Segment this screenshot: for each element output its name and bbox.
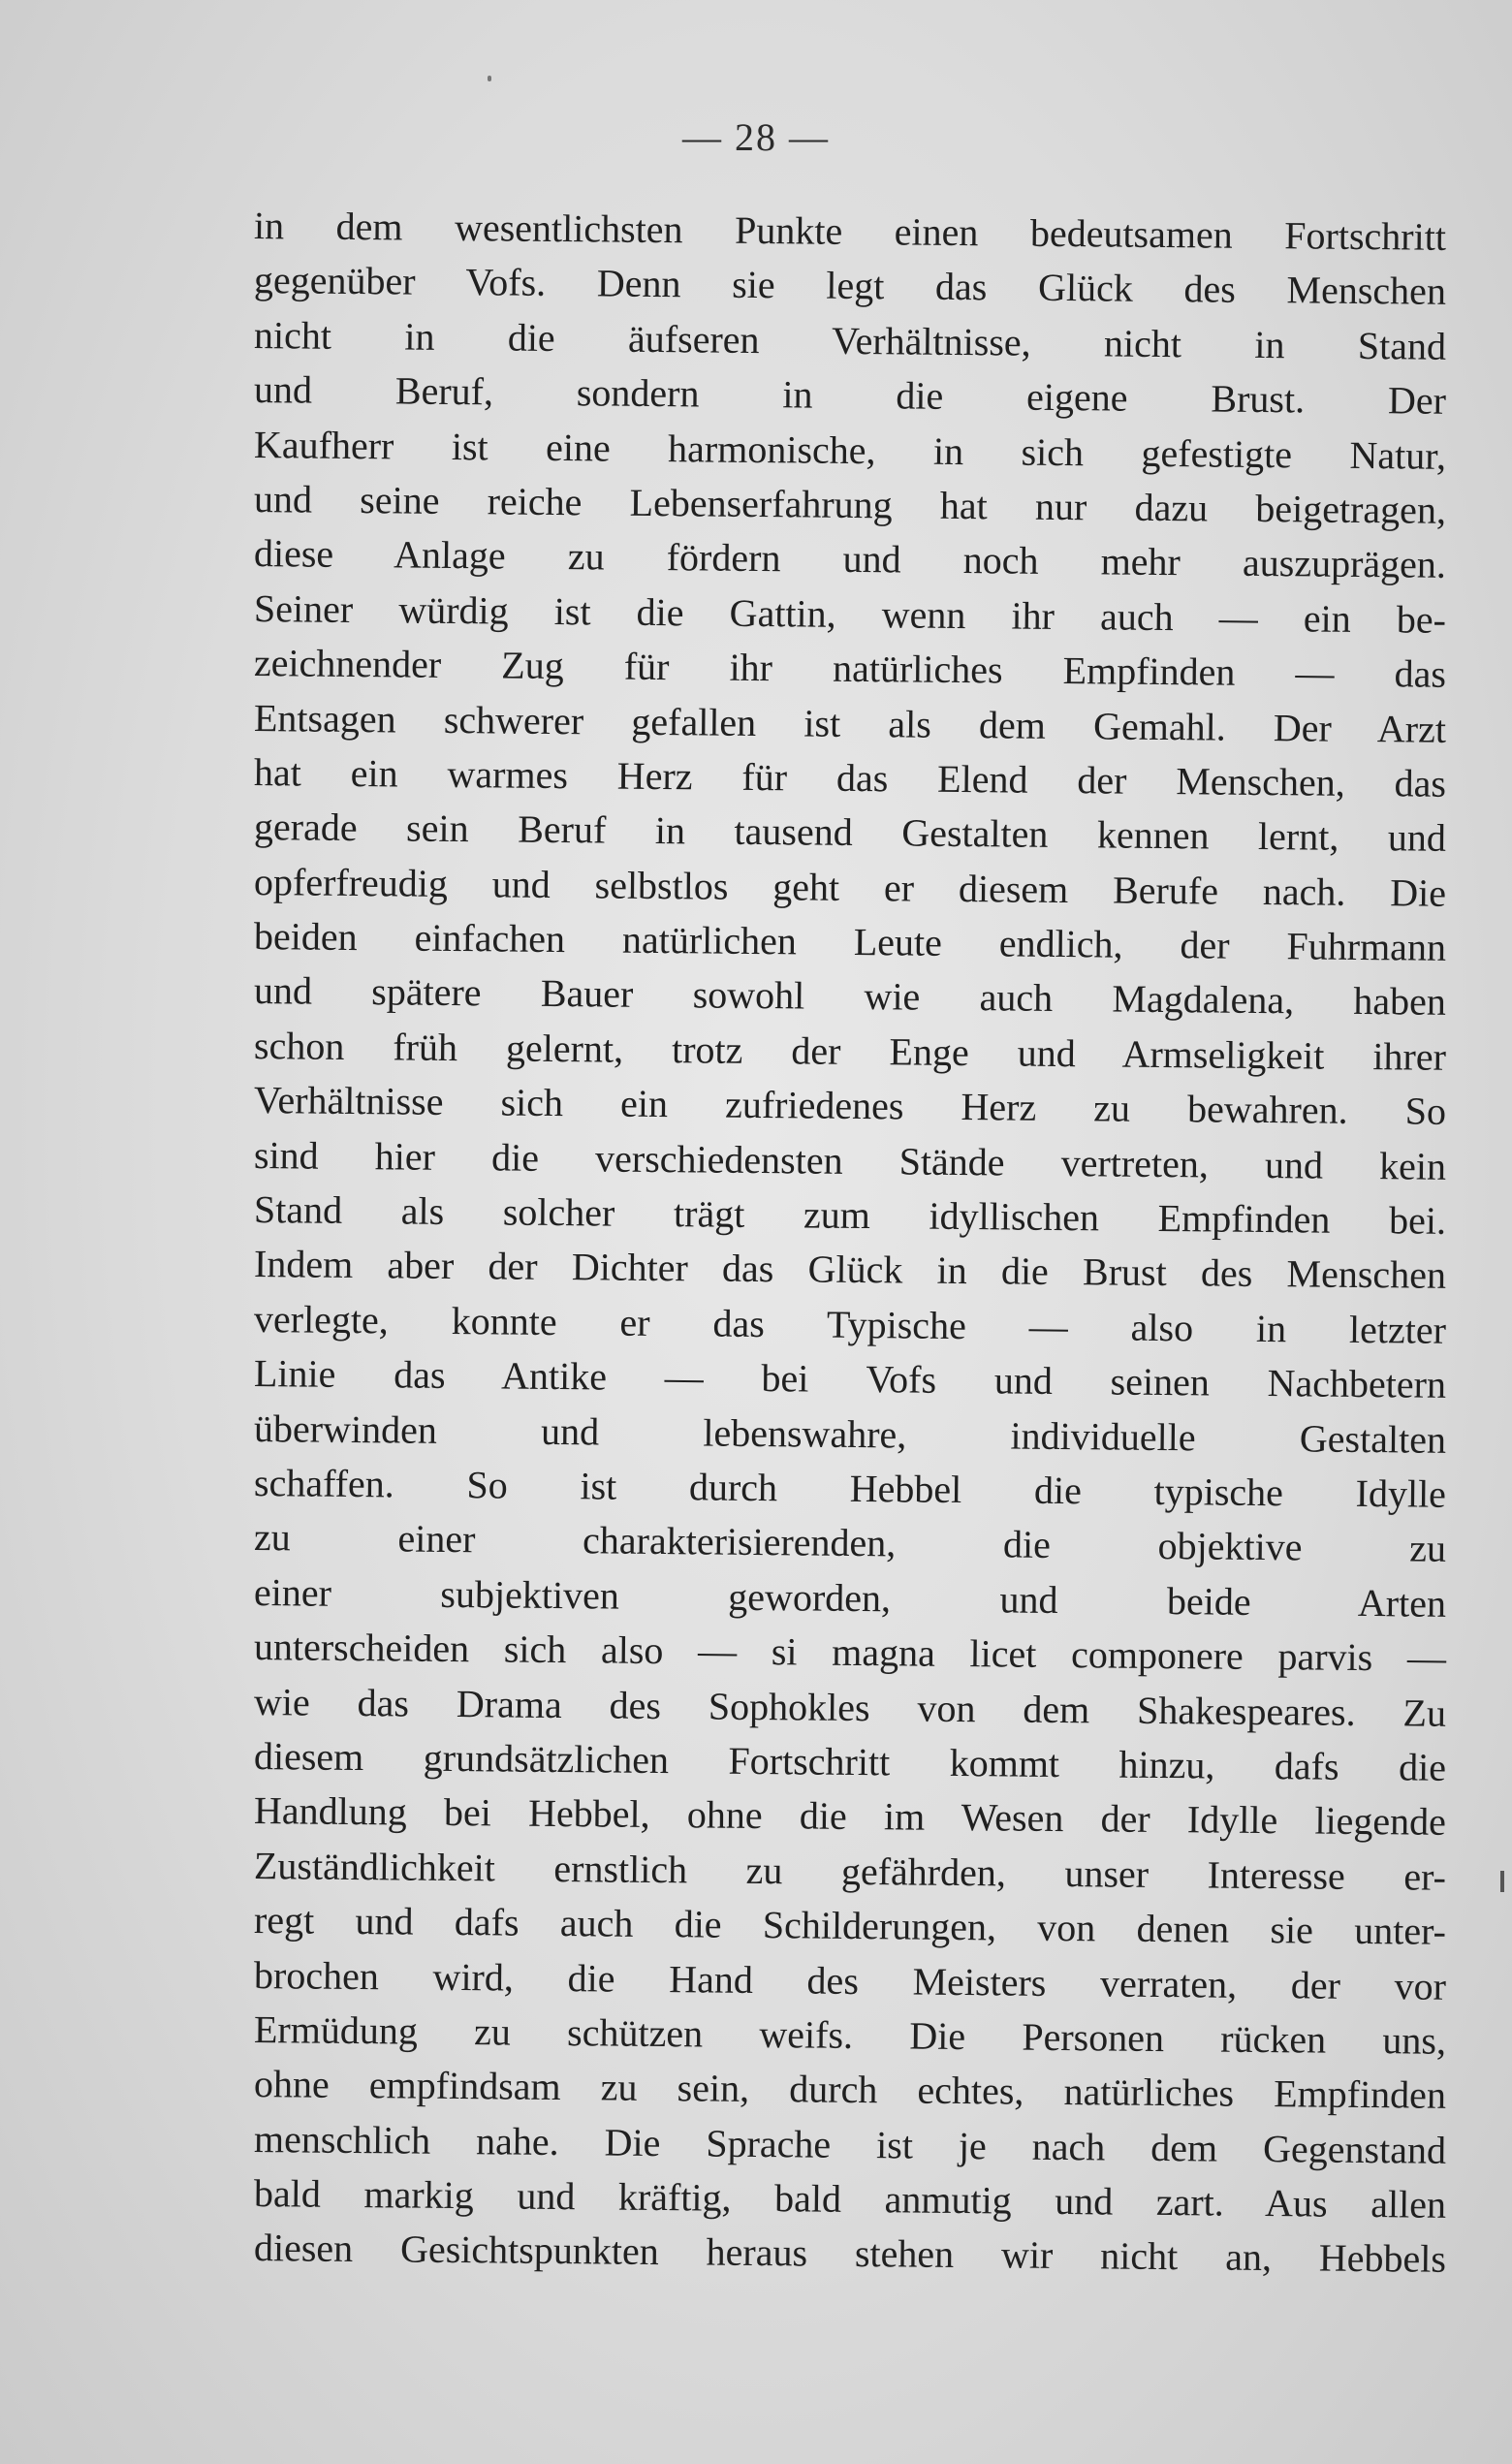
text-line: Verhältnisse sich ein zufriedenes Herz zu bewahren. So [253,1078,1447,1134]
page-number: — 28 — [682,115,830,159]
text-line: Entsagen schwerer gefallen ist als dem Gemahl. Der Arzt [253,695,1447,751]
text-line: bald markig und kräftig, bald anmutig und zart. Aus allen [253,2171,1447,2227]
text-line: diese Anlage zu fördern und noch mehr auszuprägen. [253,531,1447,587]
text-line: schaffen. So ist durch Hebbel die typische Idylle [253,1460,1447,1516]
text-line: hat ein warmes Herz für das Elend der Menschen, das [253,749,1447,806]
text-line: zeichnender Zug für ihr natürliches Empfinden — das [253,641,1447,696]
text-line: einer subjektiven geworden, und beide Arten [253,1569,1447,1626]
text-line: verlegte, konnte er das Typische — also in letzter [253,1296,1447,1352]
text-line: und seine reiche Lebenserfahrung hat nur dazu beigetragen, [253,476,1447,532]
text-line: überwinden und lebenswahre, individuelle Gestalten [253,1406,1447,1462]
text-line: brochen wird, die Hand des Meisters verraten, der vor [253,1952,1447,2008]
text-line: und spätere Bauer sowohl wie auch Magdalena, haben [253,968,1447,1025]
text-line: regt und dafs auch die Schilderungen, von denen sie unter- [253,1898,1447,1953]
text-line: Ermüdung zu schützen weifs. Die Personen rücken uns, [253,2006,1447,2063]
text-line: diesem grundsätzlichen Fortschritt kommt hinzu, dafs die [253,1733,1447,1789]
text-line: beiden einfachen natürlichen Leute endlich, der Fuhrmann [253,914,1447,969]
text-line: Stand als solcher trägt zum idyllischen Empfinden bei. [253,1187,1447,1243]
paper-speck [488,76,491,81]
text-line: in dem wesentlichsten Punkte einen bedeutsamen Fortschritt [253,204,1447,259]
edge-mark [1500,1871,1504,1892]
text-line: und Beruf, sondern in die eigene Brust. Der [253,367,1447,423]
text-line: ohne empfindsam zu sein, durch echtes, natürliches Empfinden [253,2062,1447,2118]
text-line: schon früh gelernt, trotz der Enge und Armseligkeit ihrer [253,1023,1447,1079]
text-line: unterscheiden sich also — si magna licet componere parvis — [253,1625,1447,1680]
text-line: gerade sein Beruf in tausend Gestalten kennen lernt, und [253,805,1447,861]
text-line: gegenüber Vofs. Denn sie legt das Glück des Menschen [253,258,1447,314]
text-line: sind hier die verschiedensten Stände vertreten, und kein [253,1132,1447,1188]
text-line: Seiner würdig ist die Gattin, wenn ihr auch — ein be- [253,585,1447,642]
text-line: nicht in die äufseren Verhältnisse, nicht in Stand [253,312,1447,368]
text-line: Handlung bei Hebbel, ohne die im Wesen der Idylle liegende [253,1788,1447,1845]
text-line: opferfreudig und selbstlos geht er diesem Berufe nach. Die [253,859,1447,915]
text-line: Zuständlichkeit ernstlich zu gefährden, unser Interesse er- [253,1843,1447,1899]
text-line: zu einer charakterisierenden, die objektive zu [253,1515,1447,1571]
text-line: Indem aber der Dichter das Glück in die Brust des Menschen [253,1242,1447,1298]
text-line: wie das Drama des Sophokles von dem Shakespeares. Zu [253,1679,1447,1735]
body-text [253,199,1447,2282]
text-line: menschlich nahe. Die Sprache ist je nach dem Gegenstand [253,2116,1447,2172]
text-line: Linie das Antike — bei Vofs und seinen Nachbetern [253,1351,1447,1407]
text-line: Kaufherr ist eine harmonische, in sich gefestigte Natur, [253,422,1447,478]
text-line: diesen Gesichtspunkten heraus stehen wir nicht an, Hebbels [253,2226,1447,2282]
